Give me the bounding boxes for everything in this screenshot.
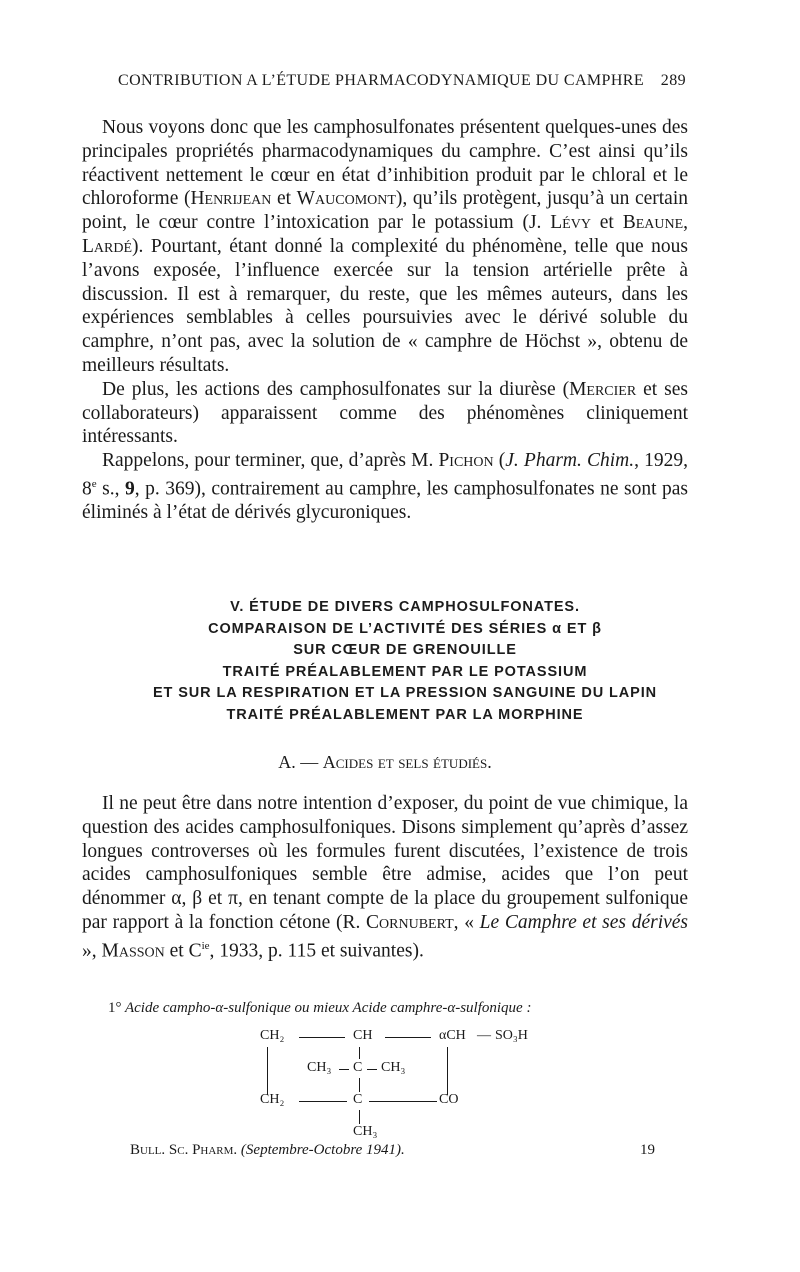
text: ), qu’ils protègent, jusqu’à un certain point, le cœur contre l’intoxication par le potassium (J. <box>82 188 689 234</box>
bond-line <box>299 1101 347 1102</box>
formula-ch3-left: CH₃ <box>307 1060 332 1075</box>
paragraph-1 <box>82 116 688 378</box>
section-title-line: TRAITÉ PRÉALABLEMENT PAR LA MORPHINE <box>226 706 584 723</box>
bond-line <box>359 1047 360 1059</box>
publisher-name: Masson <box>101 940 165 962</box>
bond-line <box>359 1078 360 1092</box>
author-name: Pichon <box>438 450 494 472</box>
text: et <box>271 188 297 210</box>
author-name: Cornubert <box>366 911 454 933</box>
formula-c-bottom: C <box>353 1092 363 1107</box>
bond-line <box>369 1101 437 1102</box>
text: ). Pourtant, étant donné la complexité du phénomène, telle que nous l’avons exposée, l’influence exercée sur la tension artérielle prête à discussion. Il est à remarquer, du reste, que les mêmes auteurs, dans les expériences semblables à celles poursuivies avec le dérivé soluble du camphre, n’ont pas, avec la solution de « camphre de Höchst », obtenu de meilleurs résultats. <box>82 235 688 376</box>
formula-ch2-bottom: CH₂ <box>260 1092 285 1107</box>
author-name: Beaune <box>622 212 684 234</box>
text: s., <box>96 478 125 500</box>
formula-caption <box>108 1000 668 1017</box>
superscript: e <box>91 477 97 490</box>
subsection-prefix: A. — <box>278 752 323 772</box>
text: », <box>82 940 102 962</box>
running-title: CONTRIBUTION A L’ÉTUDE PHARMACODYNAMIQUE DU CAMPHRE <box>118 72 645 89</box>
text: ( <box>493 450 506 472</box>
text: Nous voyons donc que les camphosulfonates présentent quelques-unes des principales propriétés pharmacodynamiques du camphre. C’est ainsi qu’ils réactivent nettement le cœur en état d’inhibition produit par le chloral et le chloroforme ( <box>82 117 688 210</box>
journal-title: J. Pharm. Chim. <box>505 450 635 472</box>
formula-so3h: SO₃H <box>495 1028 528 1043</box>
body-text-top <box>82 116 688 525</box>
page-footer <box>130 1142 655 1159</box>
subsection-heading <box>82 752 688 773</box>
formula-ch-top: CH <box>353 1028 373 1043</box>
section-title-line: SUR CŒUR DE GRENOUILLE <box>293 642 517 659</box>
formula-co: CO <box>439 1092 459 1107</box>
formula-c-center: C <box>353 1060 363 1075</box>
text: , 1933, p. 115 et suivantes). <box>209 940 424 962</box>
text: et C <box>164 940 202 962</box>
bond-line <box>367 1069 377 1070</box>
formula-ch2-top: CH₂ <box>260 1028 285 1043</box>
running-head <box>118 72 686 90</box>
section-title <box>82 597 728 727</box>
text: et ses collaborateurs) apparaissent comme des phénomènes cliniquement intéressants. <box>82 378 689 448</box>
formula-caption-text: Acide campho-α-sulfonique ou mieux Acide camphre-α-sulfonique : <box>124 1000 532 1016</box>
bond-line <box>339 1069 349 1070</box>
text: , p. 369), contrairement au camphre, les camphosulfonates ne sont pas éliminés à l’état de dérivés glycuroniques. <box>82 478 688 524</box>
text: , 1929, 8 <box>82 450 689 500</box>
bond-line <box>299 1037 345 1038</box>
page-number: 289 <box>660 72 686 89</box>
footer-sheet-number: 19 <box>640 1142 655 1158</box>
formula-ch3-right: CH₃ <box>381 1060 406 1075</box>
section-title-line: TRAITÉ PRÉALABLEMENT PAR LE POTASSIUM <box>222 663 588 680</box>
body-text-bottom <box>82 792 688 963</box>
section-title-line: V. ÉTUDE DE DIVERS CAMPHOSULFONATES. <box>230 599 580 615</box>
footer-citation <box>130 1142 405 1159</box>
formula-dash: — <box>477 1028 491 1043</box>
subsection-title: Acides et sels étudiés. <box>322 752 492 772</box>
section-title-line: COMPARAISON DE L’ACTIVITÉ DES SÉRIES α ET β <box>208 620 602 637</box>
formula-number: 1° <box>108 1000 122 1016</box>
formula-ch3-bottom: CH₃ <box>353 1124 378 1139</box>
text: , <box>683 212 689 234</box>
paragraph-4 <box>82 792 688 963</box>
volume-number: 9 <box>125 478 135 500</box>
footer-journal: Bull. Sc. Pharm. <box>130 1142 238 1158</box>
section-title-line: ET SUR LA RESPIRATION ET LA PRESSION SANGUINE DU LAPIN <box>152 685 658 702</box>
bond-line <box>359 1110 360 1124</box>
text: , « <box>453 911 480 933</box>
paragraph-3 <box>82 449 688 525</box>
author-name: Mercier <box>569 378 637 400</box>
text: De plus, les actions des camphosulfonates sur la diurèse ( <box>102 378 570 400</box>
bond-line <box>385 1037 431 1038</box>
author-name: Lardé <box>82 235 133 257</box>
author-name: Henrijean <box>190 188 272 210</box>
author-name: Waucomont <box>296 188 396 210</box>
book-title: Le Camphre et ses dérivés <box>479 911 689 933</box>
text: Rappelons, pour terminer, que, d’après M. <box>102 450 439 472</box>
text: et <box>590 212 623 234</box>
text: Il ne peut être dans notre intention d’exposer, du point de vue chimique, la question des acides camphosulfoniques. Disons simplement qu’après d’assez longues controverses où les formules furent discutées, l’existence de trois acides camphosulfoniques semble être admise, acides que l’on peut dénommer α, β et π, en tenant compte de la place du groupement sulfonique par rapport à la fonction cétone (R. <box>82 793 688 933</box>
structural-formula <box>255 1024 555 1144</box>
superscript: ie <box>201 939 210 952</box>
formula-alpha-ch: αCH <box>439 1028 466 1043</box>
footer-issue: (Septembre-Octobre 1941). <box>240 1142 405 1158</box>
author-name: Lévy <box>550 212 591 234</box>
paragraph-2 <box>82 378 688 449</box>
bond-line <box>447 1047 448 1095</box>
bond-line <box>267 1047 268 1095</box>
